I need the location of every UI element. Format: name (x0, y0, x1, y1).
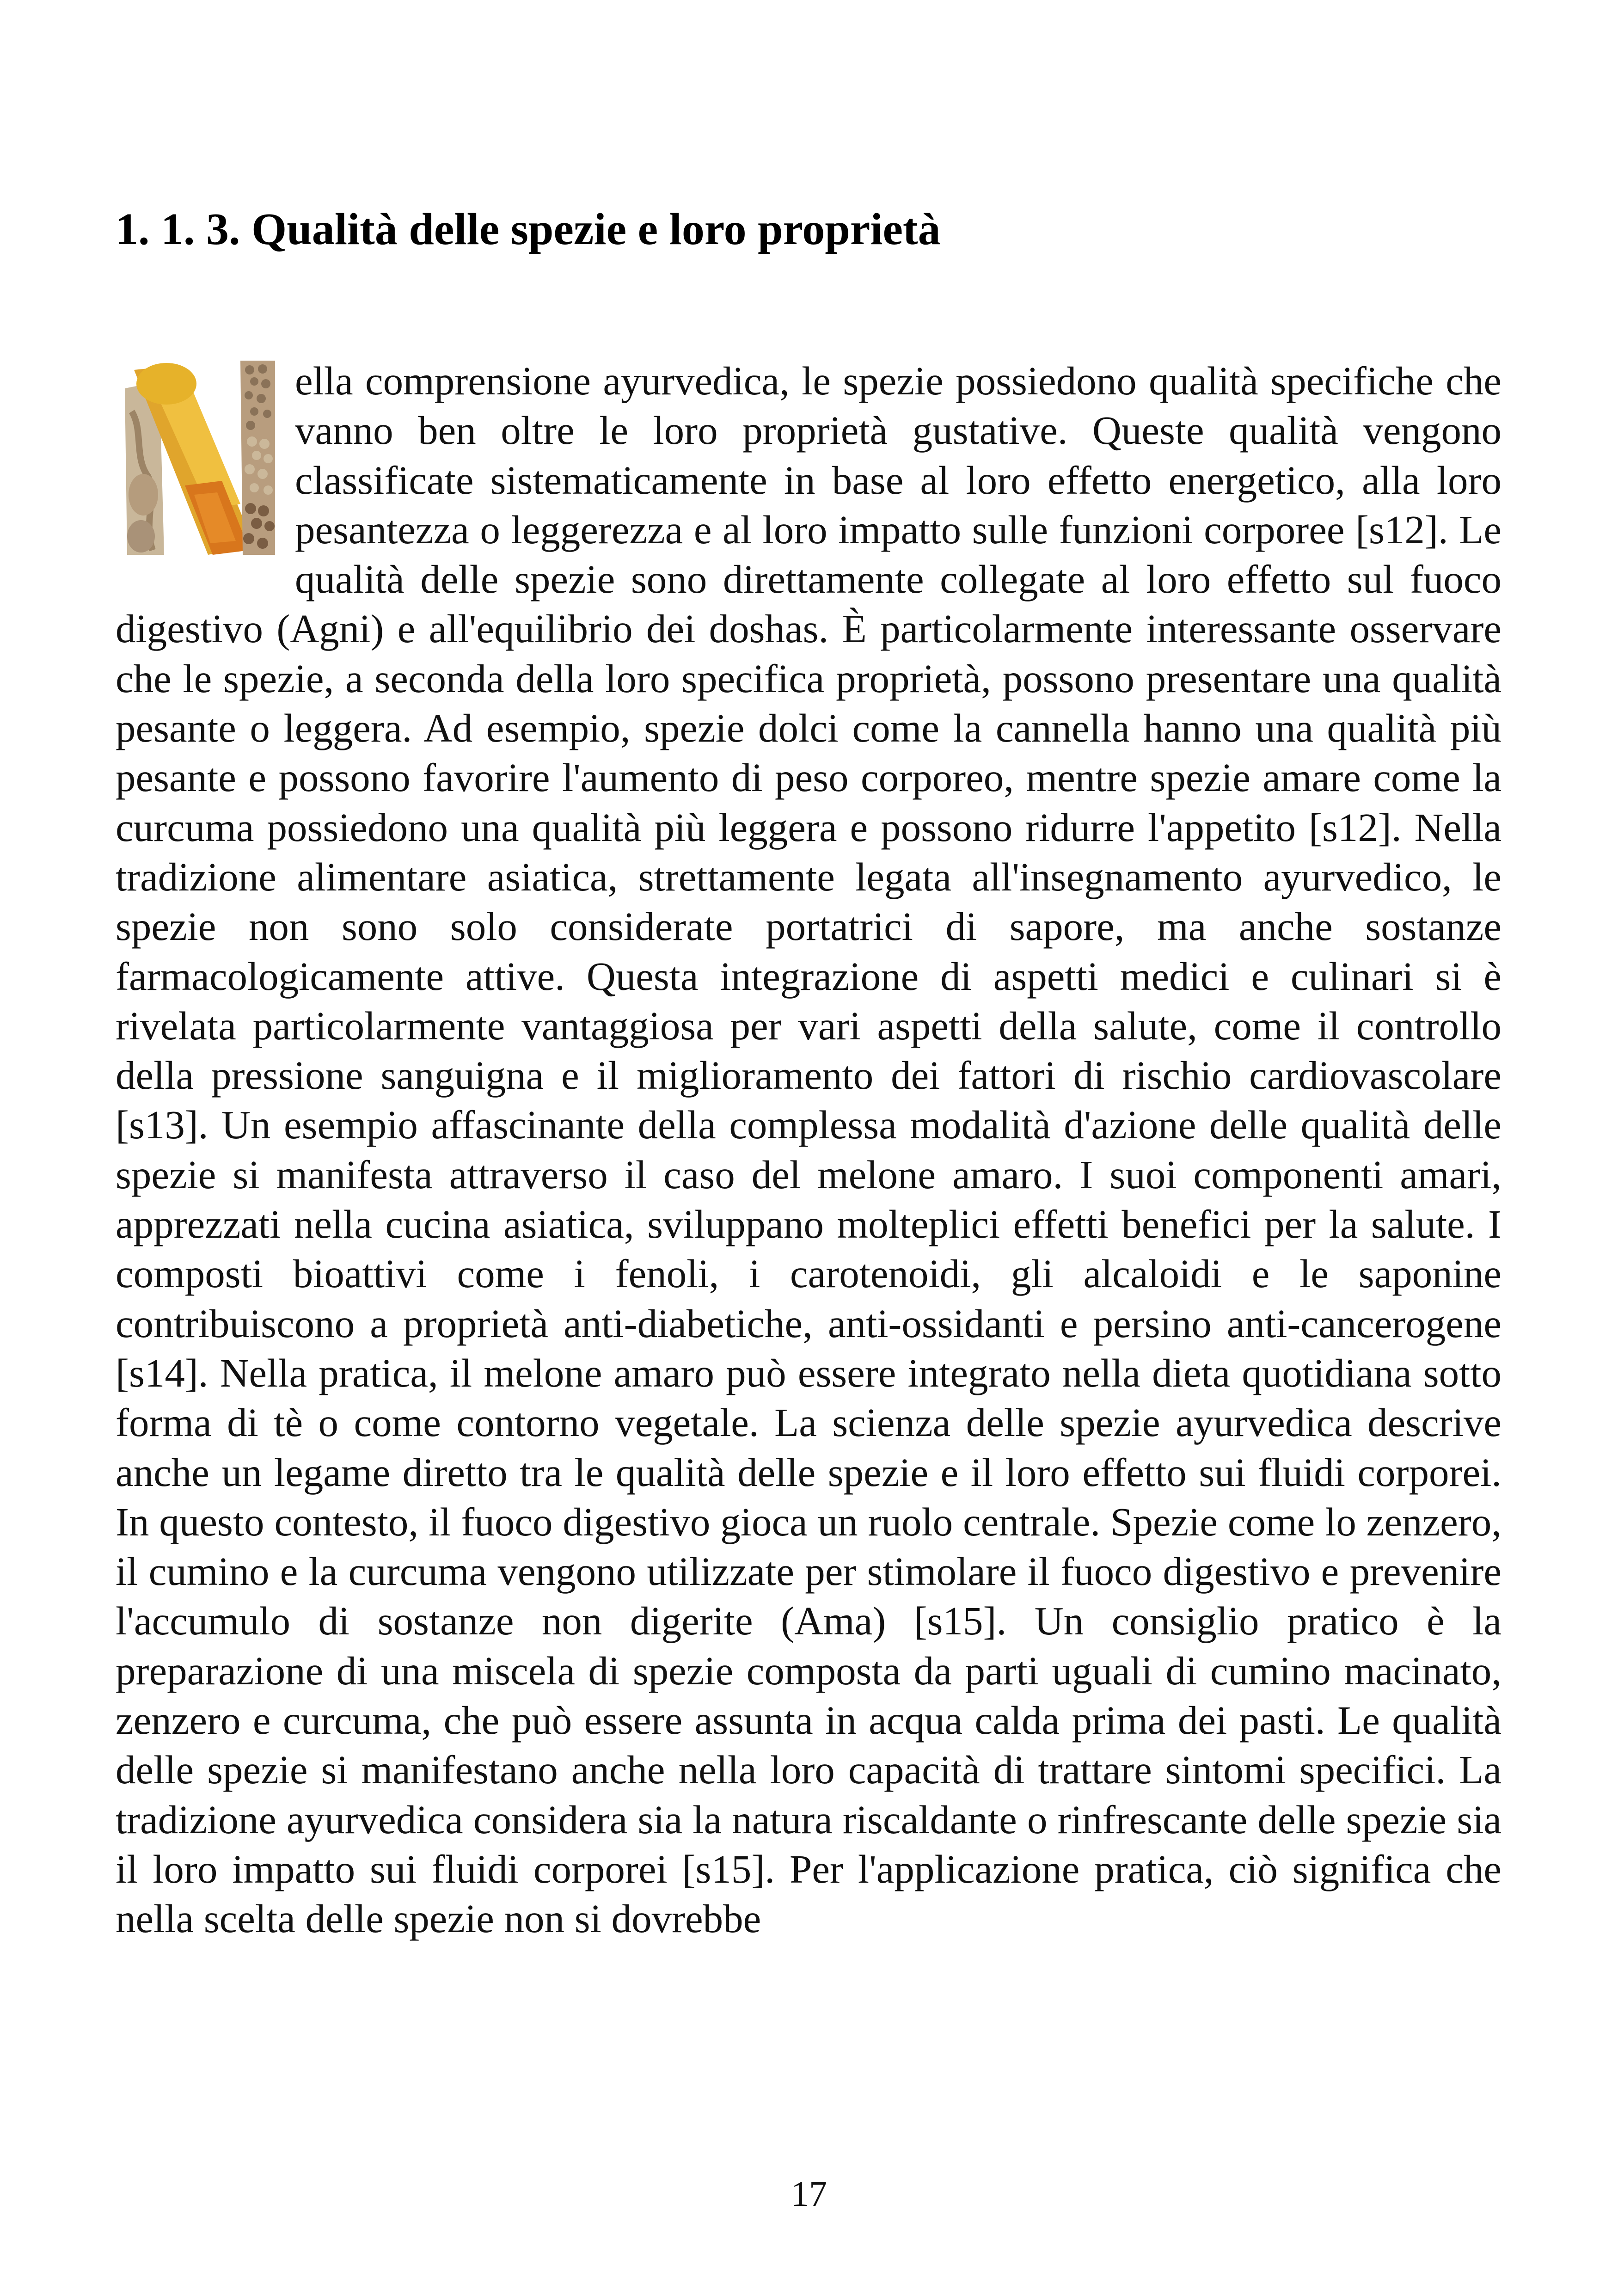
body-paragraph (116, 356, 1502, 1944)
dropcap-spice-n-icon (116, 356, 282, 559)
section-heading: 1. 1. 3. Qualità delle spezie e loro proprietà (116, 204, 941, 254)
spice-collage-icon (116, 356, 282, 559)
page-number: 17 (791, 2173, 827, 2214)
body-text: ella comprensione ayurvedica, le spezie possiedono qualità specifiche che vanno ben oltre le loro proprietà gustative. Queste qualità vengono classificate sistematicamente in base al loro effetto energetico, alla loro pesantezza o leggerezza e al loro impatto sulle funzioni corporee [s12]. Le qualità delle spezie sono direttamente collegate al loro effetto sul fuoco digestivo (Agni) e all'equilibrio dei doshas. È particolarmente interessante osservare che le spezie, a seconda della loro specifica proprietà, possono presentare una qualità pesante o leggera. Ad esempio, spezie dolci come la cannella hanno una qualità più pesante e possono favorire l'aumento di peso corporeo, mentre spezie amare come la curcuma possiedono una qualità più leggera e possono ridurre l'appetito [s12]. Nella tradizione alimentare asiatica, strettamente legata all'insegnamento ayurvedico, le spezie non sono solo considerate portatrici di sapore, ma anche sostanze farmacologicamente attive. Questa integrazione di aspetti medici e culinari si è rivelata particolarmente vantaggiosa per vari aspetti della salute, come il controllo della pressione sanguigna e il miglioramento dei fattori di rischio cardiovascolare [s13]. Un esempio affascinante della complessa modalità d'azione delle qualità delle spezie si manifesta attraverso il caso del melone amaro. I suoi componenti amari, apprezzati nella cucina asiatica, sviluppano molteplici effetti benefici per la salute. I composti bioattivi come i fenoli, i carotenoidi, gli alcaloidi e le saponine contribuiscono a proprietà anti-diabetiche, anti-ossidanti e persino anti-cancerogene [s14]. Nella pratica, il melone amaro può essere integrato nella dieta quotidiana sotto forma di tè o come contorno vegetale. La scienza delle spezie ayurvedica descrive anche un legame diretto tra le qualità delle spezie e il loro effetto sui fluidi corporei. In questo contesto, il fuoco digestivo gioca un ruolo centrale. Spezie come lo zenzero, il cumino e la curcuma vengono utilizzate per stimolare il fuoco digestivo e prevenire l'accumulo di sostanze non digerite (Ama) [s15]. Un consiglio pratico è la preparazione di una miscela di spezie composta da parti uguali di cumino macinato, zenzero e curcuma, che può essere assunta in acqua calda prima dei pasti. Le qualità delle spezie si manifestano anche nella loro capacità di trattare sintomi specifici. La tradizione ayurvedica considera sia la natura riscaldante o rinfrescante delle spezie sia il loro impatto sui fluidi corporei [s15]. Per l'applicazione pratica, ciò significa che nella scelta delle spezie non si dovrebbe (116, 358, 1502, 1941)
